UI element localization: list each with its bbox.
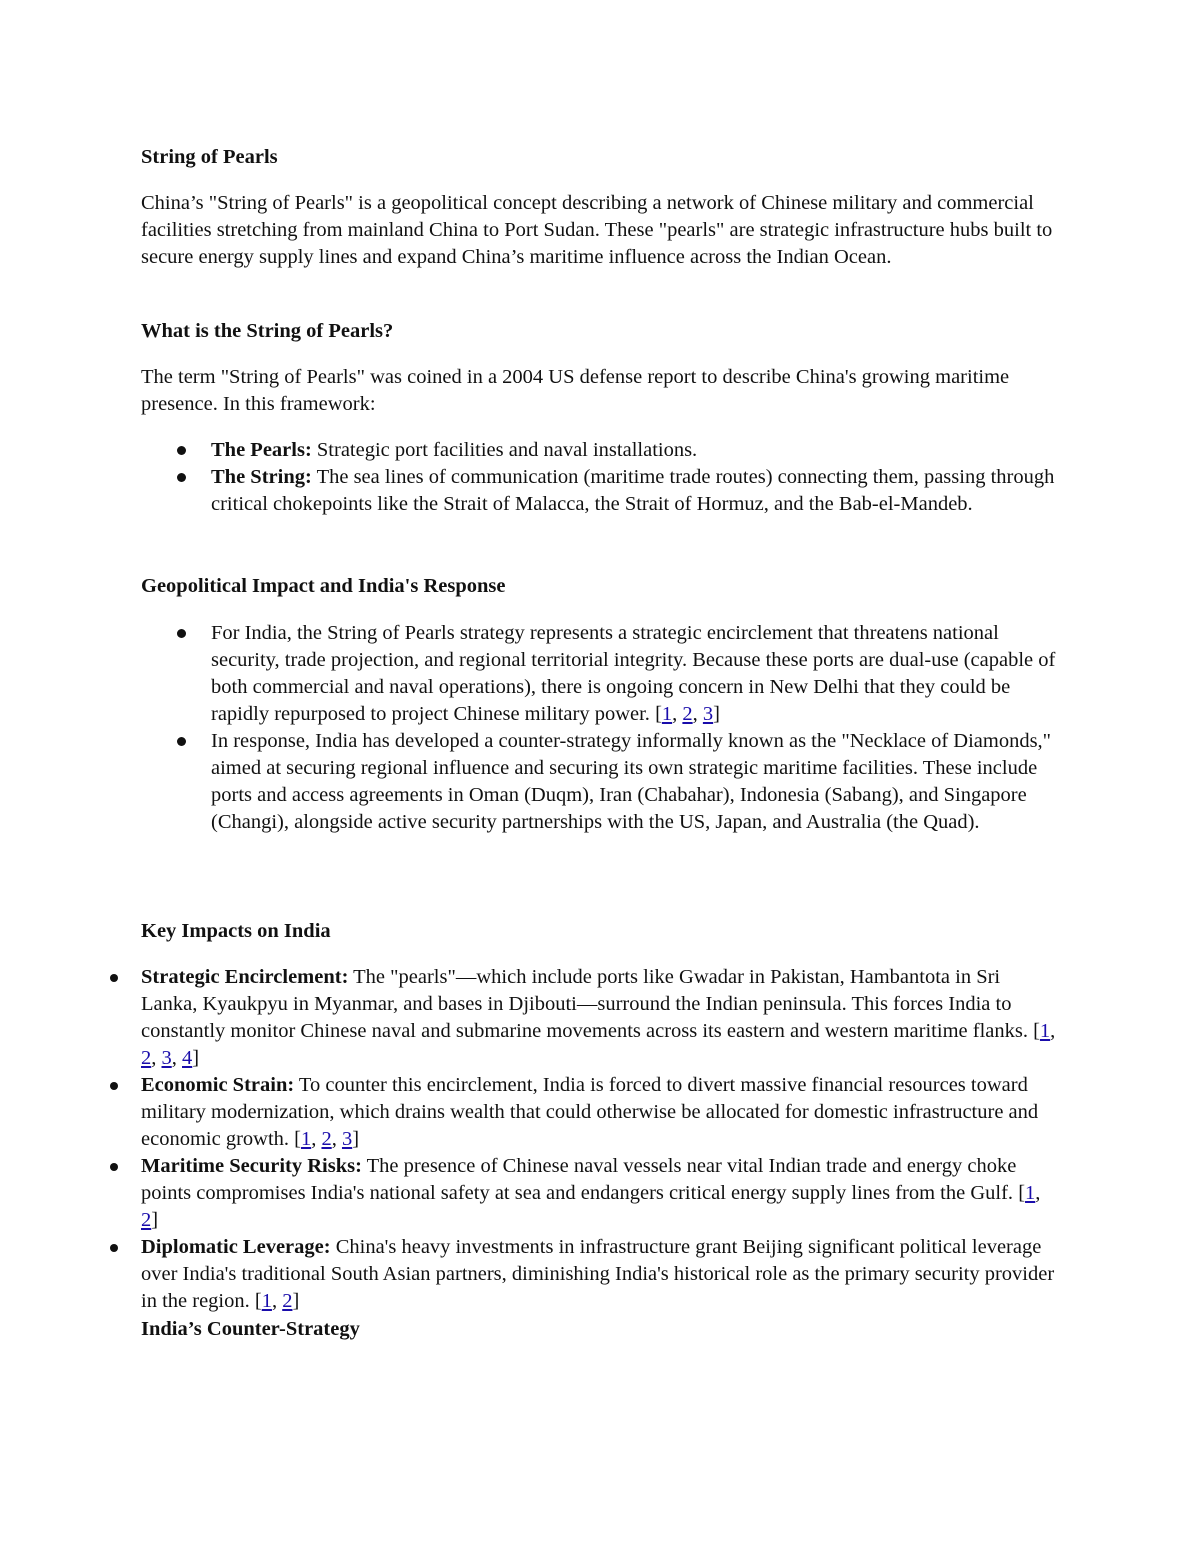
list-item: [211, 437, 1061, 464]
citation-link[interactable]: 4: [182, 1047, 193, 1069]
list-item-term: Strategic Encirclement:: [141, 966, 349, 988]
list-item-term: Maritime Security Risks:: [141, 1155, 362, 1177]
citation-link[interactable]: 3: [341, 1128, 353, 1150]
list-item: Economic Strain: To counter this encirclement, India is forced to divert massive financial resources toward military modernization, which drains wealth that could otherwise be allocated for domestic infrastructure and economic growth. [1, 2, 3]: [141, 1072, 1061, 1153]
section-heading-geopolitical-impact: Geopolitical Impact and India's Response: [141, 575, 506, 597]
citation-link[interactable]: 1: [1039, 1020, 1051, 1042]
list-item-text: China's heavy investments in infrastructure grant Beijing significant political leverage over India's traditional South Asian partners, diminishing India's historical role as the primary security provider in the region.: [141, 1236, 1055, 1312]
list-item: Diplomatic Leverage: China's heavy investments in infrastructure grant Beijing significant political leverage over India's traditional South Asian partners, diminishing India's historical role as the primary security provider in the region. [1, 2]: [141, 1234, 1061, 1315]
bullet-icon: [177, 473, 186, 482]
list-item-text: The sea lines of communication (maritime trade routes) connecting them, passing through critical chokepoints like the Strait of Malacca, the Strait of Hormuz, and the Bab-el-Mandeb.: [211, 466, 1055, 515]
list-item-term: The String:: [211, 466, 312, 488]
bullet-icon: [110, 974, 118, 982]
document-title: String of Pearls: [141, 146, 278, 168]
bullet-icon: [110, 1244, 118, 1252]
bullet-icon: [110, 1163, 118, 1171]
list-item-text: The "pearls"—which include ports like Gwadar in Pakistan, Hambantota in Sri Lanka, Kyaukpyu in Myanmar, and bases in Djibouti—surround the Indian peninsula. This forces India to constantly monitor Chinese naval and submarine movements across its eastern and western maritime flanks.: [141, 966, 1034, 1042]
list-item-text: For India, the String of Pearls strategy represents a strategic encirclement that threatens national security, trade projection, and regional territorial integrity. Because these ports are dual-use (capable of both commercial and naval operations), there is ongoing concern in New Delhi that they could be rapidly repurposed to project Chinese military power.: [211, 622, 1056, 725]
bullet-icon: [177, 446, 186, 455]
citation-link[interactable]: 1: [1025, 1182, 1036, 1204]
geopolitical-impact-list: [211, 620, 1063, 836]
pearls-definition-list: [211, 437, 1061, 518]
list-item: For India, the String of Pearls strategy represents a strategic encirclement that threatens national security, trade projection, and regional territorial integrity. Because these ports are dual-use (capable of both commercial and naval operations), there is ongoing concern in New Delhi that they could be rapidly repurposed to project Chinese military power. [1, 2, 3]: [211, 620, 1063, 728]
citation-link[interactable]: 2: [321, 1128, 332, 1150]
citation-link[interactable]: 3: [161, 1047, 172, 1069]
list-item-term: Economic Strain:: [141, 1074, 295, 1096]
list-item-text: The presence of Chinese naval vessels near vital Indian trade and energy choke points compromises India's national safety at sea and endangers critical energy supply lines from the Gulf.: [141, 1155, 1019, 1204]
citation-link[interactable]: 2: [141, 1209, 152, 1231]
list-item: Strategic Encirclement: The "pearls"—which include ports like Gwadar in Pakistan, Hambantota in Sri Lanka, Kyaukpyu in Myanmar, and bases in Djibouti—surround the Indian peninsula. This forces India to constantly monitor Chinese naval and submarine movements across its eastern and western maritime flanks. [1, 2, 3, 4]: [141, 964, 1061, 1072]
list-item-term: The Pearls:: [211, 439, 312, 461]
list-item-text: Strategic port facilities and naval installations.: [311, 439, 698, 461]
citation-link[interactable]: 2: [141, 1047, 152, 1069]
bullet-icon: [177, 629, 186, 638]
section-heading-counter-strategy: India’s Counter-Strategy: [141, 1318, 360, 1340]
list-item: [211, 728, 1063, 836]
list-item: Maritime Security Risks: The presence of Chinese naval vessels near vital Indian trade and energy choke points compromises India's national safety at sea and endangers critical energy supply lines from the Gulf. [1, 2]: [141, 1153, 1061, 1234]
list-item-text: To counter this encirclement, India is forced to divert massive financial resources toward military modernization, which drains wealth that could otherwise be allocated for domestic infrastructure and economic growth.: [141, 1074, 1039, 1150]
key-impacts-list: [141, 964, 1061, 1315]
section-heading-what-is: What is the String of Pearls?: [141, 320, 394, 342]
citation-link[interactable]: 1: [261, 1290, 272, 1312]
bullet-icon: [177, 737, 186, 746]
list-item-text: In response, India has developed a counter-strategy informally known as the "Necklace of Diamonds," aimed at securing regional influence and securing its own strategic maritime facilities. These include ports and access agreements in Oman (Duqm), Iran (Chabahar), Indonesia (Sabang), and Singapore (Changi), alongside active security partnerships with the US, Japan, and Australia (the Quad).: [211, 730, 1052, 833]
citation-link[interactable]: 1: [661, 703, 673, 725]
bullet-icon: [110, 1082, 118, 1090]
citation-link[interactable]: 2: [682, 703, 693, 725]
citation-link[interactable]: 2: [282, 1290, 293, 1312]
section-heading-key-impacts: Key Impacts on India: [141, 920, 331, 942]
section1-paragraph: The term "String of Pearls" was coined in a 2004 US defense report to describe China's growing maritime presence. In this framework:: [141, 366, 1010, 415]
list-item-term: Diplomatic Leverage:: [141, 1236, 331, 1258]
citation-link[interactable]: 1: [300, 1128, 312, 1150]
citation-link[interactable]: 3: [702, 703, 714, 725]
intro-paragraph: China’s "String of Pearls" is a geopolitical concept describing a network of Chinese military and commercial facilities stretching from mainland China to Port Sudan. These "pearls" are strategic infrastructure hubs built to secure energy supply lines and expand China’s maritime influence across the Indian Ocean.: [141, 192, 1053, 268]
list-item: [211, 464, 1061, 518]
